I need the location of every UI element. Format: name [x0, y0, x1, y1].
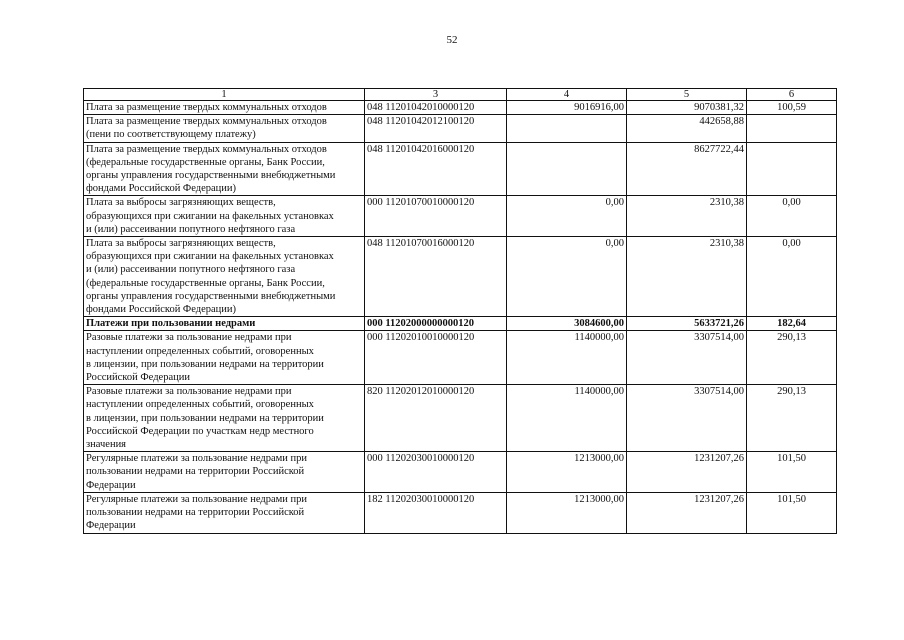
table-row — [84, 452, 837, 493]
row-name-cell: Плата за размещение твердых коммунальных отходов (пени по соответствующему платежу) — [84, 115, 365, 142]
column-header-5: 5 — [627, 89, 747, 101]
row-percent-cell: 0,00 — [747, 237, 837, 317]
row-code-cell: 048 11201042010000120 — [365, 101, 507, 115]
row-name-cell: Плата за размещение твердых коммунальных отходов — [84, 101, 365, 115]
row-plan-cell: 9016916,00 — [507, 101, 627, 115]
row-name-cell: Регулярные платежи за пользование недрами при пользовании недрами на территории Российской Федерации — [84, 492, 365, 533]
table-row — [84, 115, 837, 142]
column-header-6: 6 — [747, 89, 837, 101]
table-row — [84, 101, 837, 115]
table-row — [84, 237, 837, 317]
row-percent-cell: 290,13 — [747, 385, 837, 452]
row-name-cell: Разовые платежи за пользование недрами при наступлении определенных событий, оговоренных в лицензии, при пользовании недрами на территории Российской Федерации по участкам недр местного значения — [84, 385, 365, 452]
row-plan-cell: 1213000,00 — [507, 452, 627, 493]
row-percent-cell — [747, 115, 837, 142]
table-row — [84, 492, 837, 533]
row-percent-cell: 100,59 — [747, 101, 837, 115]
row-code-cell: 820 11202012010000120 — [365, 385, 507, 452]
row-code-cell: 182 11202030010000120 — [365, 492, 507, 533]
row-plan-cell — [507, 115, 627, 142]
row-percent-cell — [747, 142, 837, 196]
row-name-cell: Плата за выбросы загрязняющих веществ, образующихся при сжигании на факельных установках и (или) рассеивании попутного нефтяного газа — [84, 196, 365, 237]
row-fact-cell: 9070381,32 — [627, 101, 747, 115]
row-code-cell: 000 11202000000000120 — [365, 317, 507, 331]
row-percent-cell: 101,50 — [747, 452, 837, 493]
column-header-3: 3 — [365, 89, 507, 101]
row-fact-cell: 1231207,26 — [627, 452, 747, 493]
row-fact-cell: 2310,38 — [627, 237, 747, 317]
table-body — [84, 101, 837, 534]
row-code-cell: 000 11202010010000120 — [365, 331, 507, 385]
table-row — [84, 331, 837, 385]
row-fact-cell: 1231207,26 — [627, 492, 747, 533]
row-plan-cell: 1140000,00 — [507, 385, 627, 452]
row-name-cell: Разовые платежи за пользование недрами при наступлении определенных событий, оговоренных в лицензии, при пользовании недрами на территории Российской Федерации — [84, 331, 365, 385]
row-fact-cell: 3307514,00 — [627, 331, 747, 385]
table-header-row — [84, 89, 837, 101]
row-fact-cell: 442658,88 — [627, 115, 747, 142]
column-header-1: 1 — [84, 89, 365, 101]
row-name-cell: Регулярные платежи за пользование недрами при пользовании недрами на территории Российской Федерации — [84, 452, 365, 493]
table-row — [84, 317, 837, 331]
row-code-cell: 048 11201042016000120 — [365, 142, 507, 196]
row-plan-cell — [507, 142, 627, 196]
row-fact-cell: 3307514,00 — [627, 385, 747, 452]
table-row — [84, 196, 837, 237]
row-code-cell: 000 11201070010000120 — [365, 196, 507, 237]
row-name-cell: Плата за размещение твердых коммунальных отходов (федеральные государственные органы, Банк России, органы управления государственными внебюджетными фондами Российской Федерации) — [84, 142, 365, 196]
row-plan-cell: 3084600,00 — [507, 317, 627, 331]
table-row — [84, 142, 837, 196]
report-table — [83, 88, 837, 534]
row-code-cell: 048 11201042012100120 — [365, 115, 507, 142]
row-plan-cell: 1213000,00 — [507, 492, 627, 533]
row-fact-cell: 8627722,44 — [627, 142, 747, 196]
row-code-cell: 000 11202030010000120 — [365, 452, 507, 493]
row-percent-cell: 290,13 — [747, 331, 837, 385]
row-fact-cell: 2310,38 — [627, 196, 747, 237]
row-plan-cell: 0,00 — [507, 196, 627, 237]
table-row — [84, 385, 837, 452]
row-percent-cell: 182,64 — [747, 317, 837, 331]
row-name-cell: Плата за выбросы загрязняющих веществ, образующихся при сжигании на факельных установках и (или) рассеивании попутного нефтяного газа (федеральные государственные органы, Банк России, органы управления государственными внебюджетными фондами Российской Федерации) — [84, 237, 365, 317]
row-percent-cell: 0,00 — [747, 196, 837, 237]
row-fact-cell: 5633721,26 — [627, 317, 747, 331]
page-number: 52 — [446, 34, 458, 46]
row-code-cell: 048 11201070016000120 — [365, 237, 507, 317]
row-plan-cell: 0,00 — [507, 237, 627, 317]
row-percent-cell: 101,50 — [747, 492, 837, 533]
row-plan-cell: 1140000,00 — [507, 331, 627, 385]
column-header-4: 4 — [507, 89, 627, 101]
row-name-cell: Платежи при пользовании недрами — [84, 317, 365, 331]
